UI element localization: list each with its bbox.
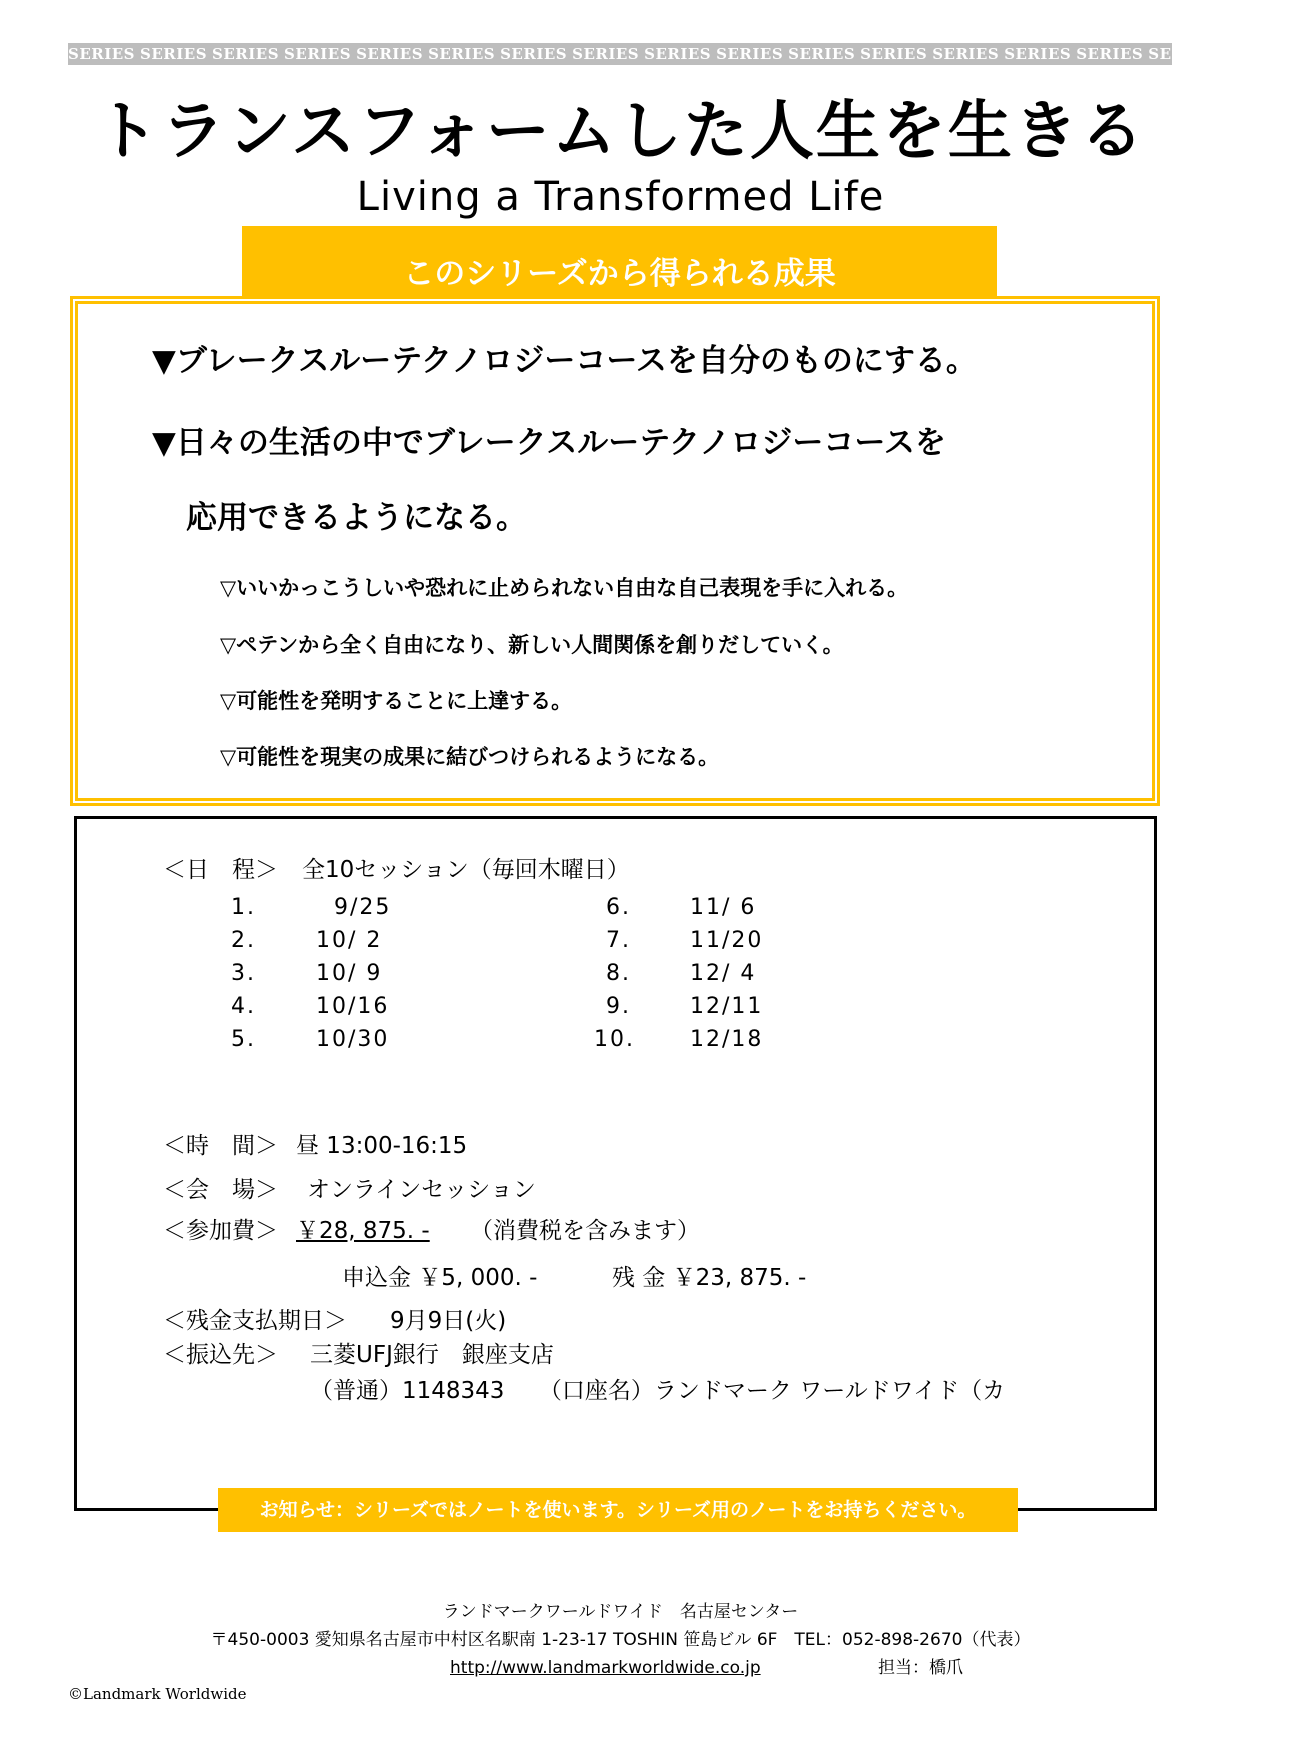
main-result-item: ▼日々の生活の中でブレークスルーテクノロジーコースを xyxy=(152,425,946,461)
series-band-text: SERIES xyxy=(644,45,712,63)
session-number: 5. xyxy=(231,1027,256,1052)
series-band-text: SERIES xyxy=(716,45,784,63)
deposit-amount: 申込金 ￥5, 000. - xyxy=(342,1265,538,1291)
session-number: 4. xyxy=(231,994,256,1019)
sub-result-item: ▽いいかっこうしいや恐れに止められない自由な自己表現を手に入れる。 xyxy=(220,576,909,600)
time-label: ＜時 間＞ xyxy=(163,1133,278,1159)
fee-label: ＜参加費＞ xyxy=(163,1218,278,1244)
results-heading: このシリーズから得られる成果 xyxy=(242,226,997,298)
session-date: 12/ 4 xyxy=(690,961,757,986)
session-number: 2. xyxy=(231,928,256,953)
footer-website-link[interactable]: http://www.landmarkworldwide.co.jp xyxy=(450,1658,761,1678)
bank-value: 三菱UFJ銀行 銀座支店 xyxy=(310,1342,554,1368)
session-date: 10/ 9 xyxy=(316,961,383,986)
session-number: 9. xyxy=(606,994,631,1019)
series-band-text: SERIES xyxy=(788,45,856,63)
copyright: ©Landmark Worldwide xyxy=(68,1685,247,1703)
series-band xyxy=(68,43,1288,65)
footer-contact: 担当：橋爪 xyxy=(878,1658,963,1678)
series-band-text: SERIES xyxy=(860,45,928,63)
series-band-text: SERIES xyxy=(932,45,1000,63)
fee-note: （消費税を含みます） xyxy=(470,1218,700,1244)
footer-organization: ランドマークワールドワイド 名古屋センター xyxy=(442,1602,799,1622)
series-band-text: SERIES xyxy=(212,45,280,63)
notice-banner: お知らせ：シリーズではノートを使います。シリーズ用のノートをお持ちください。 xyxy=(218,1488,1018,1532)
session-number: 6. xyxy=(606,895,631,920)
sub-result-item: ▽可能性を現実の成果に結びつけられるようになる。 xyxy=(220,745,720,769)
series-band-text: SERIES xyxy=(500,45,568,63)
due-value: 9月9日(火) xyxy=(390,1308,507,1334)
series-band-text: SERIES xyxy=(1148,45,1216,63)
time-value: 昼 13:00-16:15 xyxy=(296,1133,468,1159)
main-result-item: ▼ブレークスルーテクノロジーコースを自分のものにする。 xyxy=(152,343,977,379)
fee-amount: ￥28, 875. - xyxy=(296,1218,430,1244)
series-band-text: SERIES xyxy=(1220,45,1288,63)
venue-label: ＜会 場＞ xyxy=(163,1177,278,1203)
sub-result-item: ▽ペテンから全く自由になり、新しい人間関係を創りだしていく。 xyxy=(220,633,844,657)
bank-label: ＜振込先＞ xyxy=(163,1342,278,1368)
series-band-text: SERIES xyxy=(572,45,640,63)
due-label: ＜残金支払期日＞ xyxy=(163,1308,347,1334)
session-number: 1. xyxy=(231,895,256,920)
page-subtitle: Living a Transformed Life xyxy=(356,174,885,220)
series-band-text: SERIES xyxy=(140,45,208,63)
venue-value: オンラインセッション xyxy=(307,1177,536,1203)
session-date: 11/ 6 xyxy=(690,895,757,920)
main-result-item: 応用できるようになる。 xyxy=(186,500,527,536)
session-date: 11/20 xyxy=(690,928,764,953)
session-number: 3. xyxy=(231,961,256,986)
series-band-text: SERIES xyxy=(356,45,424,63)
session-date: 9/25 xyxy=(334,895,392,920)
schedule-value: 全10セッション（毎回木曜日） xyxy=(302,857,630,883)
session-date: 10/16 xyxy=(316,994,390,1019)
balance-amount: 残 金 ￥23, 875. - xyxy=(612,1265,807,1291)
session-date: 12/11 xyxy=(690,994,764,1019)
schedule-label: ＜日 程＞ xyxy=(163,857,278,883)
series-band-text: SERIES xyxy=(1004,45,1072,63)
session-date: 10/30 xyxy=(316,1027,390,1052)
footer-address: 〒450-0003 愛知県名古屋市中村区名駅南 1-23-17 TOSHIN 笹島ビル 6F TEL：052-898-2670（代表） xyxy=(210,1630,1031,1650)
session-number: 8. xyxy=(606,961,631,986)
bank-account: （普通）1148343 （口座名）ランドマーク ワールドワイド（カ xyxy=(310,1378,1006,1404)
series-band-text: SERIES xyxy=(68,45,136,63)
series-band-text: SERIES xyxy=(284,45,352,63)
session-date: 12/18 xyxy=(690,1027,764,1052)
page-title: トランスフォームした人生を生きる xyxy=(95,95,1146,169)
series-band-text: SERIES xyxy=(428,45,496,63)
session-number: 7. xyxy=(606,928,631,953)
series-band-text: SERIES xyxy=(1076,45,1144,63)
sub-result-item: ▽可能性を発明することに上達する。 xyxy=(220,689,573,713)
session-date: 10/ 2 xyxy=(316,928,383,953)
session-number: 10. xyxy=(594,1027,635,1052)
